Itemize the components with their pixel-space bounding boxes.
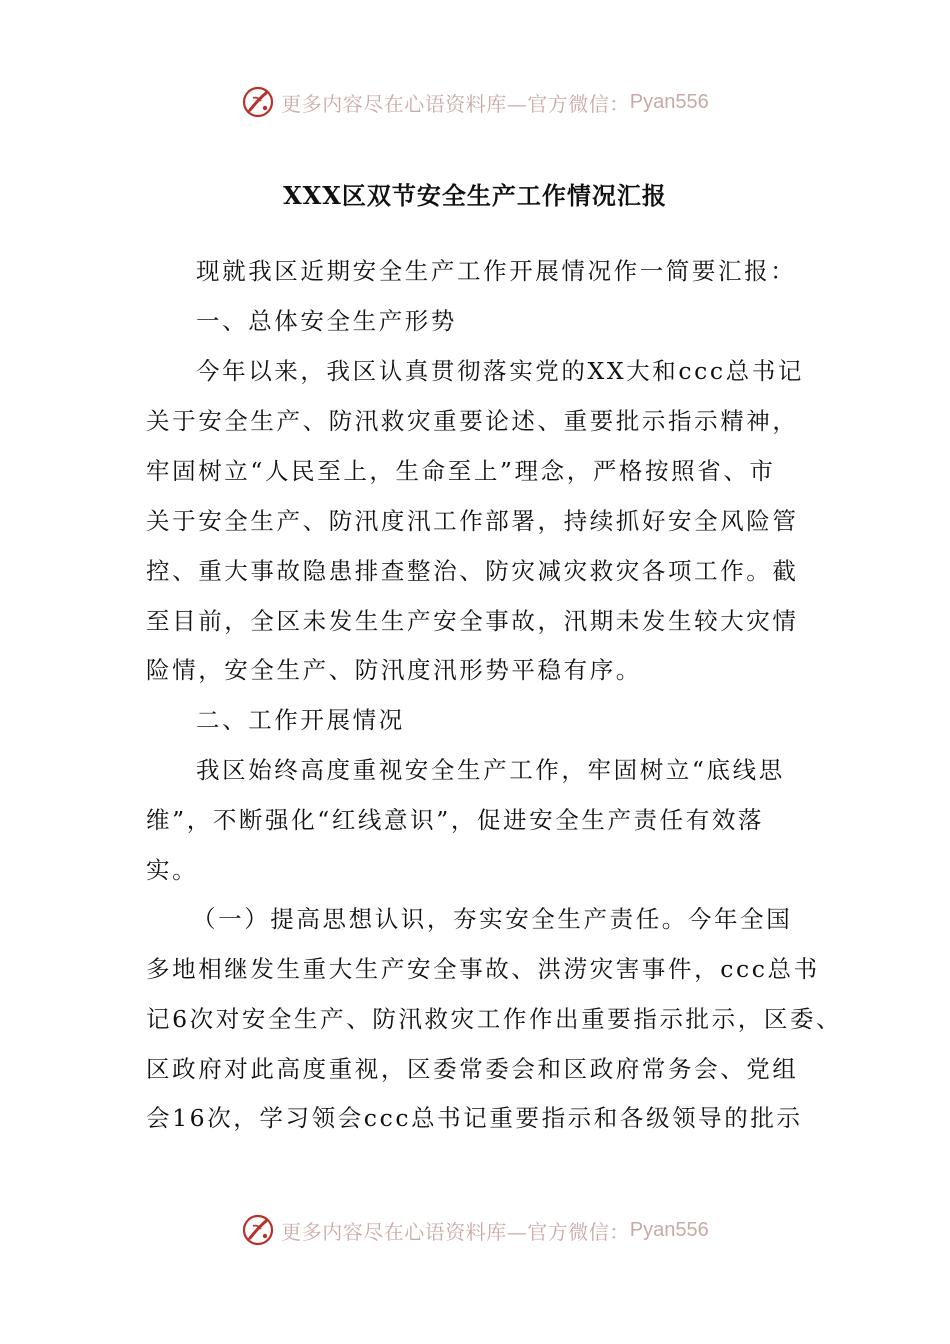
body-line: 至目前，全区未发生生产安全事故，汛期未发生较大灾情 — [146, 607, 799, 635]
body-line: 控、重大事故隐患排查整治、防灾减灾救灾各项工作。截 — [146, 557, 799, 585]
body-line: 牢固树立“人民至上，生命至上”理念，严格按照省、市 — [146, 457, 776, 485]
body-line: 我区始终高度重视安全生产工作，牢固树立“底线思 — [196, 756, 785, 784]
pen-logo-icon — [241, 85, 275, 119]
footer-watermark — [0, 1208, 950, 1252]
document-title: XXX区双节安全生产工作情况汇报 — [283, 181, 667, 210]
body-line: 维”，不断强化“红线意识”，促进安全生产责任有效落 — [146, 806, 765, 834]
body-line: 实。 — [146, 856, 199, 884]
body-line: 关于安全生产、防汛度汛工作部署，持续抓好安全风险管 — [146, 507, 799, 535]
body-line: 今年以来，我区认真贯彻落实党的XX大和ccc总书记 — [196, 357, 804, 385]
header-watermark — [0, 80, 950, 124]
watermark-text: 更多内容尽在心语资料库—官方微信： — [281, 1219, 630, 1244]
body-line: 关于安全生产、防汛救灾重要论述、重要批示指示精神， — [146, 407, 799, 435]
body-line: 险情，安全生产、防汛度汛形势平稳有序。 — [146, 656, 642, 684]
body-line: 会16次，学习领会ccc总书记重要指示和各级领导的批示 — [146, 1104, 803, 1132]
watermark-wechat-id: Pyan556 — [629, 90, 709, 113]
watermark-wechat-id: Pyan556 — [629, 1218, 709, 1241]
subsection-heading: （一）提高思想认识，夯实安全生产责任。今年全国 — [192, 905, 793, 933]
body-line: 区政府对此高度重视，区委常委会和区政府常务会、党组 — [146, 1055, 799, 1083]
pen-logo-icon — [241, 1213, 275, 1247]
section-heading: 一、总体安全生产形势 — [196, 307, 457, 335]
body-line: 多地相继发生重大生产安全事故、洪涝灾害事件，ccc总书 — [146, 955, 820, 983]
body-line: 现就我区近期安全生产工作开展情况作一简要汇报： — [196, 257, 797, 285]
body-line: 记6次对安全生产、防汛救灾工作作出重要指示批示，区委、 — [146, 1005, 843, 1033]
section-heading: 二、工作开展情况 — [196, 706, 405, 734]
watermark-text: 更多内容尽在心语资料库—官方微信： — [281, 91, 630, 116]
